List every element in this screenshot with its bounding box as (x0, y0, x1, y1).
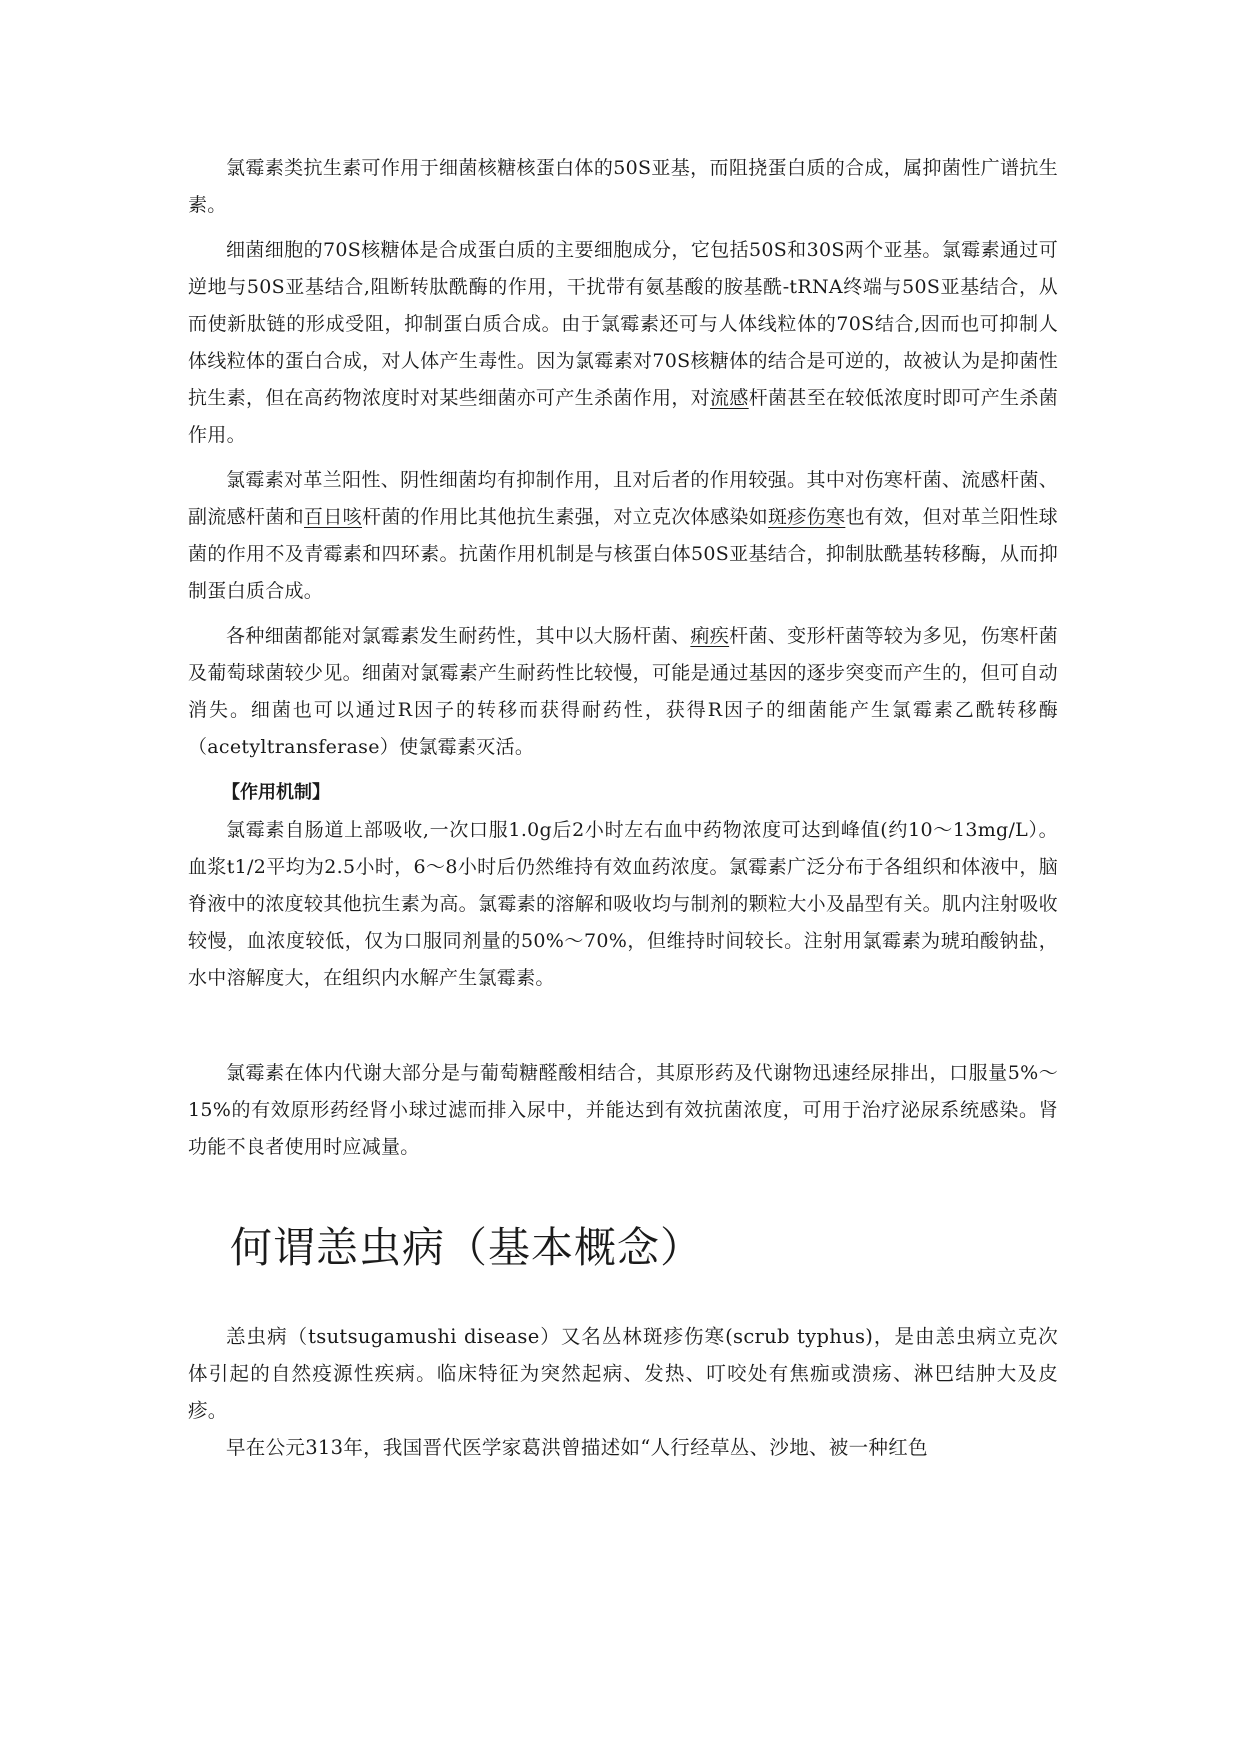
paragraph-7: 恙虫病（tsutsugamushi disease）又名丛林斑疹伤寒(scrub typhus)，是由恙虫病立克次体引起的自然疫源性疾病。临床特征为突然起病、发热、叮咬处有焦痂或溃疡、淋巴结肿大及皮疹。 (188, 1325, 1058, 1422)
paragraph-3 (188, 462, 1058, 610)
paragraph-2-text: 细菌细胞的70S核糖体是合成蛋白质的主要细胞成分，它包括50S和30S两个亚基。氯霉素通过可逆地与50S亚基结合,阻断转肽酰酶的作用，干扰带有氨基酸的胺基酰-tRNA终端与50S亚基结合，从而使新肽链的形成受阻，抑制蛋白质合成。由于氯霉素还可与人体线粒体的70S结合,因而也可抑制人体线粒体的蛋白合成，对人体产生毒性。因为氯霉素对70S核糖体的结合是可逆的，故被认为是抑菌性抗生素，但在高药物浓度时对某些细菌亦可产生杀菌作用，对 (188, 239, 1058, 409)
page-title: 何谓恙虫病（基本概念） (230, 1223, 704, 1272)
document-body (188, 150, 1058, 1166)
paragraph-3-part-c: 也有效，但对革兰阳性球菌的作用不及青霉素和四环素。抗菌作用机制是与核蛋白体50S亚基结合，抑制肽酰基转移酶，从而抑制蛋白质合成。 (188, 506, 1058, 602)
paragraph-6: 氯霉素在体内代谢大部分是与葡萄糖醛酸相结合，其原形药及代谢物迅速经尿排出，口服量5%～15%的有效原形药经肾小球过滤而排入尿中，并能达到有效抗菌浓度，可用于治疗泌尿系统感染。肾功能不良者使用时应减量。 (188, 1062, 1058, 1158)
paragraph-4-part-b: 杆菌、变形杆菌等较为多见，伤寒杆菌及葡萄球菌较少见。细菌对氯霉素产生耐药性比较慢，可能是通过基因的逐步突变而产生的，但可自动消失。细菌也可以通过R因子的转移而获得耐药性，获得R因子的细菌能产生氯霉素乙酰转移酶（acetyltransferase）使氯霉素灭活。 (188, 625, 1058, 758)
section-heading-mechanism: 【作用机制】 (222, 782, 330, 803)
paragraph-1: 氯霉素类抗生素可作用于细菌核糖核蛋白体的50S亚基，而阻挠蛋白质的合成，属抑菌性广谱抗生素。 (188, 157, 1058, 216)
paragraph-5: 氯霉素自肠道上部吸收,一次口服1.0g后2小时左右血中药物浓度可达到峰值(约10～13mg/L）。血浆t1/2平均为2.5小时，6～8小时后仍然维持有效血药浓度。氯霉素广泛分布于各组织和体液中，脑脊液中的浓度较其他抗生素为高。氯霉素的溶解和吸收均与制剂的颗粒大小及晶型有关。肌内注射吸收较慢，血浓度较低，仅为口服同剂量的50%～70%，但维持时间较长。注射用氯霉素为琥珀酸钠盐，水中溶解度大，在组织内水解产生氯霉素。 (188, 819, 1058, 989)
link-bairike[interactable]: 百日咳 (304, 506, 362, 528)
link-liugan[interactable]: 流感 (710, 387, 749, 409)
link-liji[interactable]: 痢疾 (690, 625, 730, 647)
paragraph-4-part-a: 各种细菌都能对氯霉素发生耐药性，其中以大肠杆菌、 (226, 625, 691, 647)
paragraph-3-part-a: 氯霉素对革兰阳性、阴性细菌均有抑制作用，且对后者的作用较强。其中对伤寒杆菌、流感杆菌、副流感杆菌和 (188, 469, 1058, 528)
paragraph-2 (188, 232, 1058, 454)
document-body-2 (188, 1318, 1058, 1466)
link-banzhen-shanghan[interactable]: 斑疹伤寒 (768, 506, 846, 528)
paragraph-8: 早在公元313年，我国晋代医学家葛洪曾描述如“人行经草丛、沙地、被一种红色 (226, 1436, 928, 1459)
paragraph-2-tail: 杆菌甚至在较低浓度时即可产生杀菌作用。 (188, 387, 1058, 446)
paragraph-4 (188, 618, 1058, 766)
paragraph-3-part-b: 杆菌的作用比其他抗生素强，对立克次体感染如 (362, 506, 768, 528)
